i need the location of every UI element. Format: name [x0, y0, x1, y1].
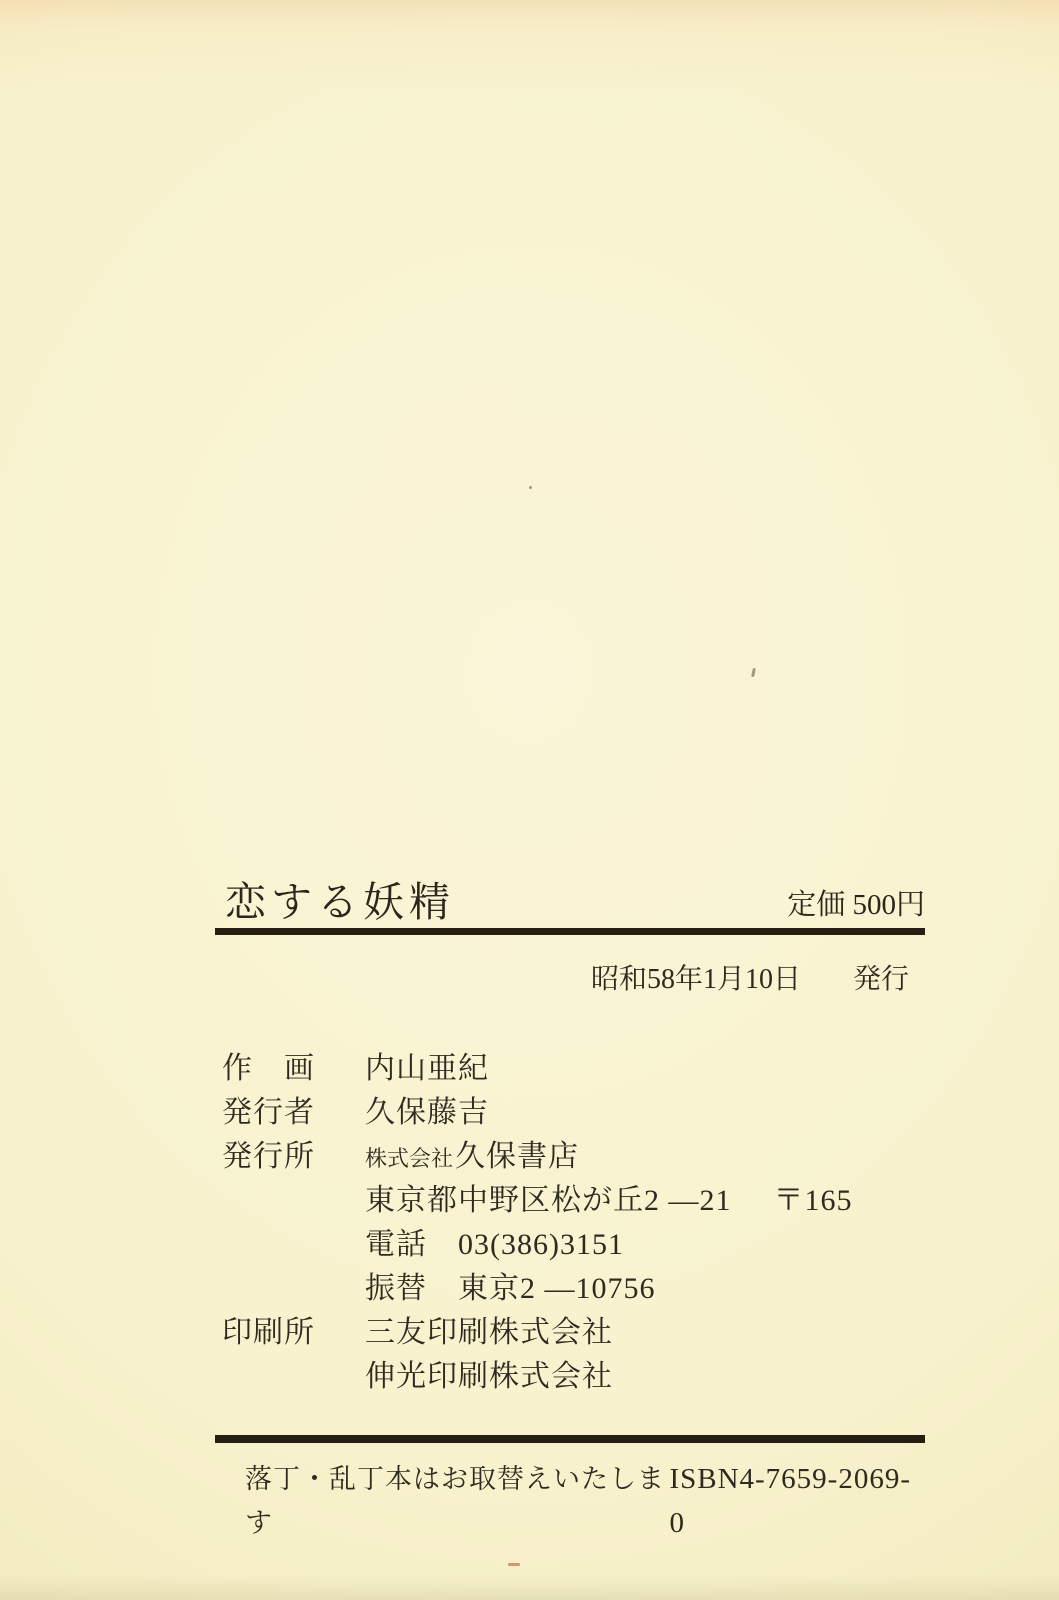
publisher-info — [215, 1047, 927, 1399]
info-row-publishing-house — [215, 1135, 927, 1179]
printer-name: 伸光印刷株式会社 — [365, 1360, 613, 1393]
price-label: 定価 500円 — [787, 889, 925, 921]
divider-rule-bottom — [215, 1435, 925, 1443]
info-row-printer-2 — [215, 1355, 927, 1399]
row-value — [365, 1135, 579, 1181]
postal-code: 〒165 — [773, 1184, 853, 1217]
info-row-address — [215, 1179, 927, 1223]
company-type-prefix: 株式会社 — [365, 1146, 454, 1171]
row-label: 発行所 — [222, 1140, 315, 1173]
printer-name: 三友印刷株式会社 — [365, 1316, 613, 1349]
replacement-notice: 落丁・乱丁本はお取替えいたします — [245, 1464, 665, 1538]
footer-row — [215, 1457, 927, 1539]
company-name: 久保書店 — [455, 1140, 580, 1173]
row-label: 作 画 — [222, 1052, 315, 1085]
paper-speck — [508, 1563, 520, 1566]
info-row-transfer-account — [215, 1267, 927, 1311]
paper-speck — [751, 668, 756, 677]
book-title: 恋する妖精 — [225, 879, 455, 925]
row-value: 久保藤吉 — [365, 1096, 489, 1129]
info-row-artist — [215, 1047, 927, 1091]
address-text: 東京都中野区松が丘2 —21 — [365, 1184, 732, 1217]
isbn-number: ISBN4-7659-2069-0 — [669, 1463, 911, 1539]
colophon-block — [215, 855, 927, 1539]
phone-text: 電話 03(386)3151 — [365, 1228, 624, 1261]
info-row-publisher-person — [215, 1091, 927, 1135]
title-row — [215, 855, 927, 923]
publication-word: 発行 — [852, 964, 909, 995]
row-value: 内山亜紀 — [365, 1052, 489, 1085]
info-row-phone — [215, 1223, 927, 1267]
publication-date: 昭和58年1月10日 — [590, 964, 801, 995]
row-label: 印刷所 — [222, 1316, 315, 1349]
publication-date-row — [215, 957, 927, 997]
info-row-printer-1 — [215, 1311, 927, 1355]
divider-rule-top — [215, 928, 925, 935]
transfer-text: 振替 東京2 —10756 — [365, 1272, 656, 1305]
row-label: 発行者 — [222, 1096, 315, 1129]
paper-speck — [529, 486, 532, 489]
